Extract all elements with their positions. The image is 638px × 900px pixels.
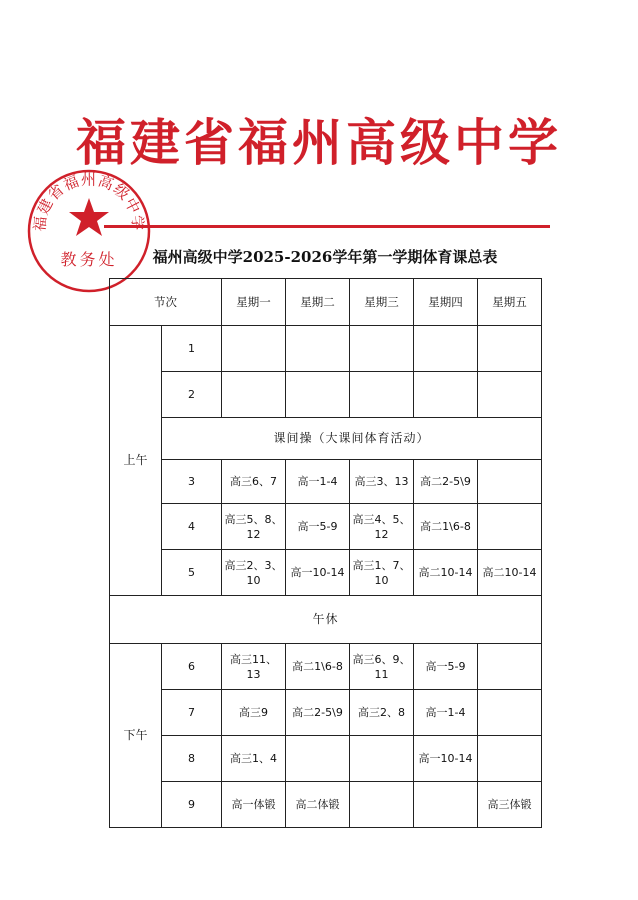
schedule-cell (414, 372, 478, 418)
schedule-cell (478, 504, 542, 550)
schedule-cell: 高二体锻 (286, 782, 350, 828)
schedule-cell (478, 690, 542, 736)
period-number: 6 (162, 644, 222, 690)
schedule-cell: 高三3、13 (350, 460, 414, 504)
period-number: 1 (162, 326, 222, 372)
table-row (110, 504, 542, 550)
schedule-cell (478, 736, 542, 782)
noon-label: 午休 (110, 596, 542, 644)
break-row (110, 418, 542, 460)
schedule-cell: 高三体锻 (478, 782, 542, 828)
schedule-cell (350, 782, 414, 828)
noon-row (110, 596, 542, 644)
schedule-cell (222, 326, 286, 372)
schedule-cell: 高二2-5\9 (414, 460, 478, 504)
seal-org-text: 福建省福州高级中学 (30, 170, 148, 233)
schedule-cell: 高一1-4 (286, 460, 350, 504)
schedule-cell: 高一5-9 (414, 644, 478, 690)
schedule-cell (286, 372, 350, 418)
table-row (110, 326, 542, 372)
table-row (110, 460, 542, 504)
day-header-thu: 星期四 (414, 279, 478, 326)
period-number: 9 (162, 782, 222, 828)
schedule-cell: 高三1、7、10 (350, 550, 414, 596)
day-header-fri: 星期五 (478, 279, 542, 326)
table-row (110, 736, 542, 782)
document-title: 福州高级中学2025-2026学年第一学期体育课总表 (152, 248, 498, 266)
schedule-cell: 高三2、8 (350, 690, 414, 736)
official-seal (24, 166, 154, 296)
letterhead-divider (104, 225, 550, 228)
pe-schedule-table (109, 278, 542, 828)
morning-label: 上午 (110, 326, 162, 596)
schedule-cell: 高二10-14 (414, 550, 478, 596)
break-label: 课间操（大课间体育活动） (162, 418, 542, 460)
schedule-cell (414, 326, 478, 372)
schedule-cell (478, 644, 542, 690)
period-number: 3 (162, 460, 222, 504)
schedule-cell: 高三9 (222, 690, 286, 736)
schedule-cell: 高三5、8、12 (222, 504, 286, 550)
schedule-cell (414, 782, 478, 828)
period-number: 5 (162, 550, 222, 596)
day-header-wed: 星期三 (350, 279, 414, 326)
schedule-cell (222, 372, 286, 418)
schedule-cell: 高三6、9、11 (350, 644, 414, 690)
table-header-row (110, 279, 542, 326)
schedule-cell: 高二1\6-8 (414, 504, 478, 550)
schedule-cell (286, 736, 350, 782)
schedule-cell: 高一5-9 (286, 504, 350, 550)
schedule-cell: 高二2-5\9 (286, 690, 350, 736)
day-header-tue: 星期二 (286, 279, 350, 326)
period-number: 4 (162, 504, 222, 550)
schedule-cell (478, 372, 542, 418)
schedule-cell: 高三2、3、10 (222, 550, 286, 596)
schedule-cell: 高一10-14 (286, 550, 350, 596)
schedule-cell (286, 326, 350, 372)
afternoon-label: 下午 (110, 644, 162, 828)
schedule-cell: 高二10-14 (478, 550, 542, 596)
table-row (110, 644, 542, 690)
table-row (110, 372, 542, 418)
period-number: 8 (162, 736, 222, 782)
schedule-cell: 高一体锻 (222, 782, 286, 828)
seal-dept-text: 教务处 (60, 250, 118, 269)
day-header-mon: 星期一 (222, 279, 286, 326)
schedule-cell: 高三11、13 (222, 644, 286, 690)
schedule-cell: 高一1-4 (414, 690, 478, 736)
schedule-cell: 高三6、7 (222, 460, 286, 504)
schedule-cell (478, 460, 542, 504)
schedule-cell (350, 736, 414, 782)
schedule-cell (478, 326, 542, 372)
table-row (110, 550, 542, 596)
schedule-cell: 高二1\6-8 (286, 644, 350, 690)
table-row (110, 782, 542, 828)
schedule-cell (350, 326, 414, 372)
letterhead-text: 福建省福州高级中学 (76, 113, 562, 172)
schedule-cell: 高一10-14 (414, 736, 478, 782)
table-row (110, 690, 542, 736)
period-header: 节次 (110, 279, 222, 326)
seal-star-icon (69, 198, 109, 236)
schedule-cell: 高三1、4 (222, 736, 286, 782)
period-number: 7 (162, 690, 222, 736)
schedule-cell (350, 372, 414, 418)
schedule-cell: 高三4、5、12 (350, 504, 414, 550)
period-number: 2 (162, 372, 222, 418)
